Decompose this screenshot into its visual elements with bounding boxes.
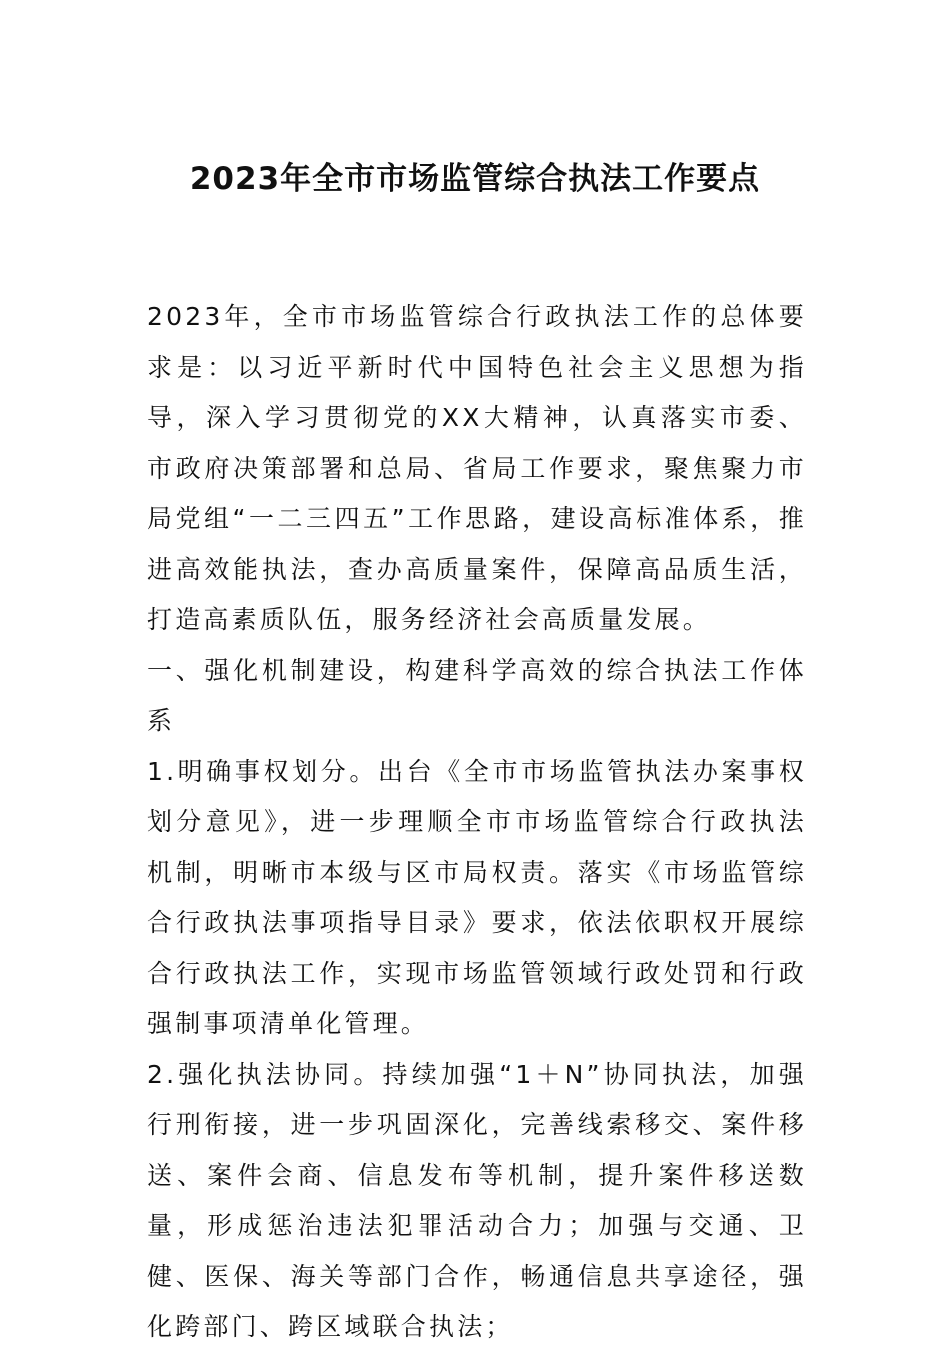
paragraph-overall-requirements: 2023年，全市市场监管综合行政执法工作的总体要求是：以习近平新时代中国特色社会主义思想为指导，深入学习贯彻党的XX大精神，认真落实市委、市政府决策部署和总局、省局工作要求，聚焦聚力市局党组“一二三四五”工作思路，建设高标准体系，推进高效能执法，查办高质量案件，保障高品质生活，打造高素质队伍，服务经济社会高质量发展。 — [147, 302, 807, 634]
paragraph-item-2: 2.强化执法协同。持续加强“1＋N”协同执法，加强行刑衔接，进一步巩固深化，完善线索移交、案件移送、案件会商、信息发布等机制，提升案件移送数量，形成惩治违法犯罪活动合力；加强与交通、卫健、医保、海关等部门合作，畅通信息共享途径，强化跨部门、跨区域联合执法； — [147, 1059, 807, 1341]
section-heading-1: 一、强化机制建设，构建科学高效的综合执法工作体系 — [147, 655, 807, 735]
document-body — [147, 292, 807, 1353]
paragraph-item-1: 1.明确事权划分。出台《全市市场监管执法办案事权划分意见》，进一步理顺全市市场监管综合行政执法机制，明晰市本级与区市局权责。落实《市场监管综合行政执法事项指导目录》要求，依法依职权开展综合行政执法工作，实现市场监管领域行政处罚和行政强制事项清单化管理。 — [147, 756, 807, 1038]
document-title: 2023年全市市场监管综合执法工作要点 — [189, 161, 761, 197]
